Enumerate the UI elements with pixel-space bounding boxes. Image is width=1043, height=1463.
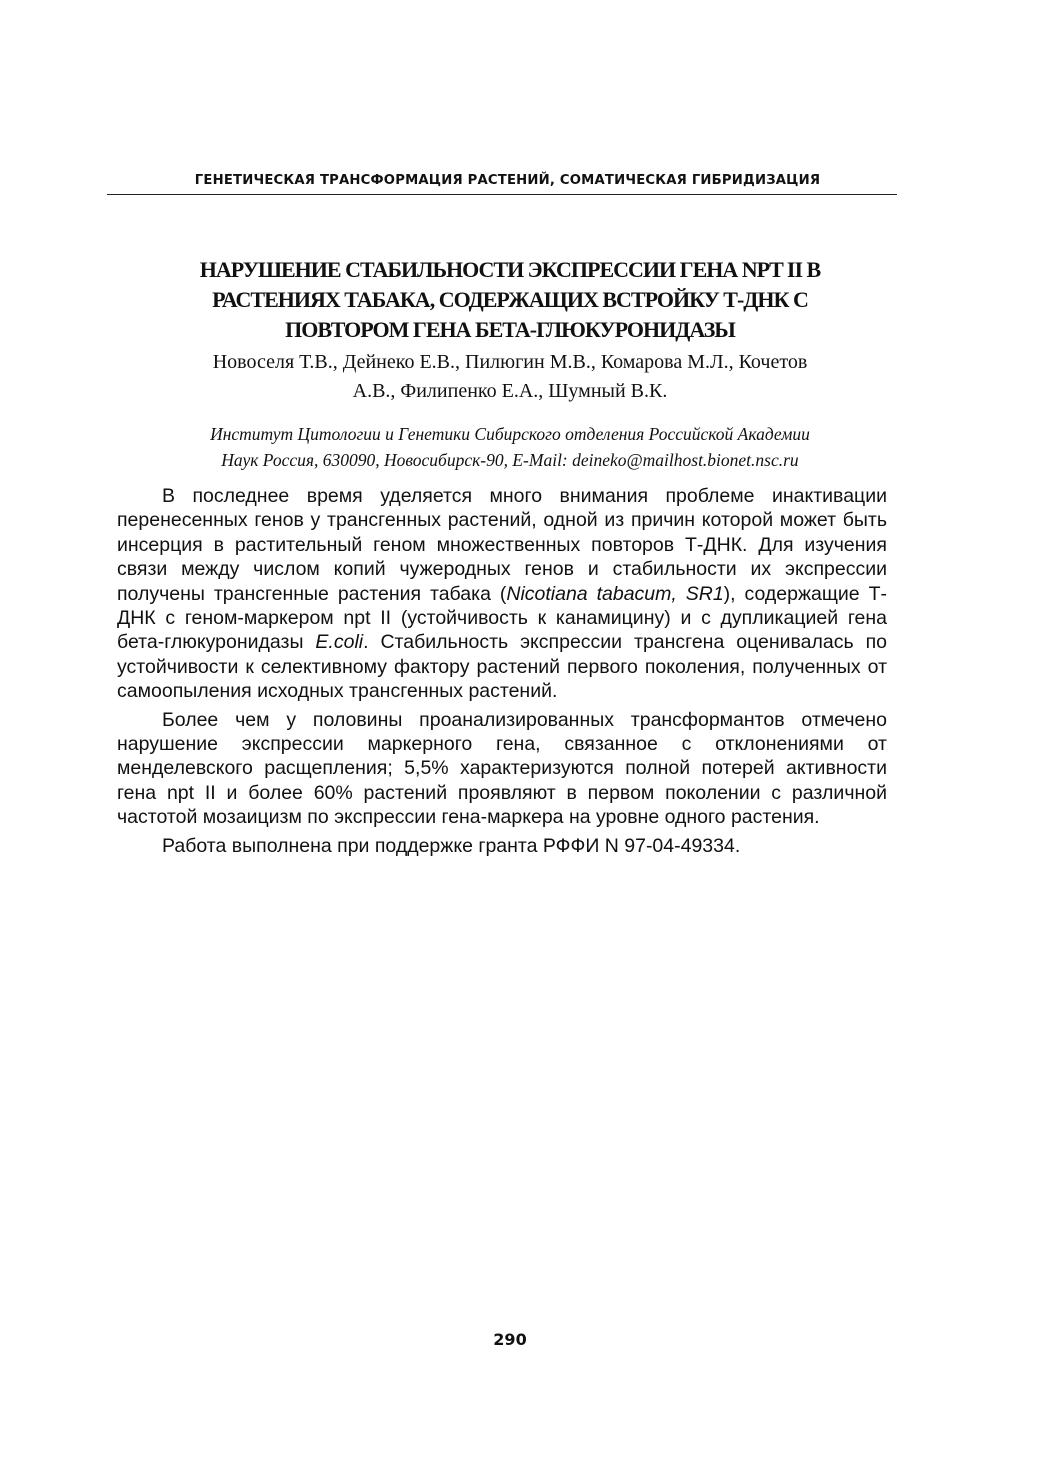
article-title — [110, 255, 910, 345]
authors-line: А.В., Филипенко Е.А., Шумный В.К. — [352, 380, 668, 402]
title-line: НАРУШЕНИЕ СТАБИЛЬНОСТИ ЭКСПРЕССИИ ГЕНА NPT II В — [199, 257, 821, 282]
header-rule — [107, 194, 897, 195]
authors-line: Новоселя Т.В., Дейнеко Е.В., Пилюгин М.В., Комарова М.Л., Кочетов — [212, 351, 808, 373]
affiliation-line: Наук Россия, 630090, Новосибирск-90, E-Mail: deineko@mailhost.bionet.nsc.ru — [221, 450, 799, 470]
paragraph-text: . Стабильность экспрессии трансгена оценивалась по устойчивости к селективному фактору растений первого поколения, полученных от самоопыления исходных трансгенных растений. — [117, 631, 887, 703]
acknowledgement: Работа выполнена при поддержке гранта РФФИ N 97-04-49334. — [162, 834, 741, 857]
page-number: 290 — [493, 1330, 527, 1349]
paragraph — [117, 484, 887, 704]
paragraph-text: В последнее время уделяется много внимания проблеме инактивации перенесенных генов у трансгенных растений, одной из причин которой может быть инсерция в растительный геном множественных повторов Т-ДНК. Для изучения связи между числом копий чужеродных генов и стабильности их экспрессии получены трансгенные растения табака ( — [117, 485, 887, 605]
abstract-body — [117, 484, 887, 862]
title-line: РАСТЕНИЯХ ТАБАКА, СОДЕРЖАЩИХ ВСТРОЙКУ Т-ДНК С — [212, 287, 808, 312]
affiliation — [110, 421, 910, 473]
affiliation-line: Институт Цитологии и Генетики Сибирского отделения Российской Академии — [210, 424, 810, 444]
running-head: ГЕНЕТИЧЕСКАЯ ТРАНСФОРМАЦИЯ РАСТЕНИЙ, СОМАТИЧЕСКАЯ ГИБРИДИЗАЦИЯ — [194, 173, 821, 188]
title-line: ПОВТОРОМ ГЕНА БЕТА-ГЛЮКУРОНИДАЗЫ — [285, 317, 735, 342]
paragraph: Более чем у половины проанализированных трансформантов отмечено нарушение экспрессии маркерного гена, связанное с отклонениями от менделевского расщепления; 5,5% характеризуются полной потерей активности гена npt II и более 60% растений проявляют в первом поколении с различной частотой мозаицизм по экспрессии гена-маркера на уровне одного растения. — [117, 708, 887, 829]
organism-name: E.coli — [315, 631, 364, 654]
paragraph-text: ), содержащие Т-ДНК с геном-маркером npt II (устойчивость к канамицину) и с дупликацией гена бета-глюкуронидазы — [117, 582, 887, 654]
author-list — [110, 348, 910, 406]
species-name: Nicotiana tabacum, SR1 — [506, 582, 724, 605]
